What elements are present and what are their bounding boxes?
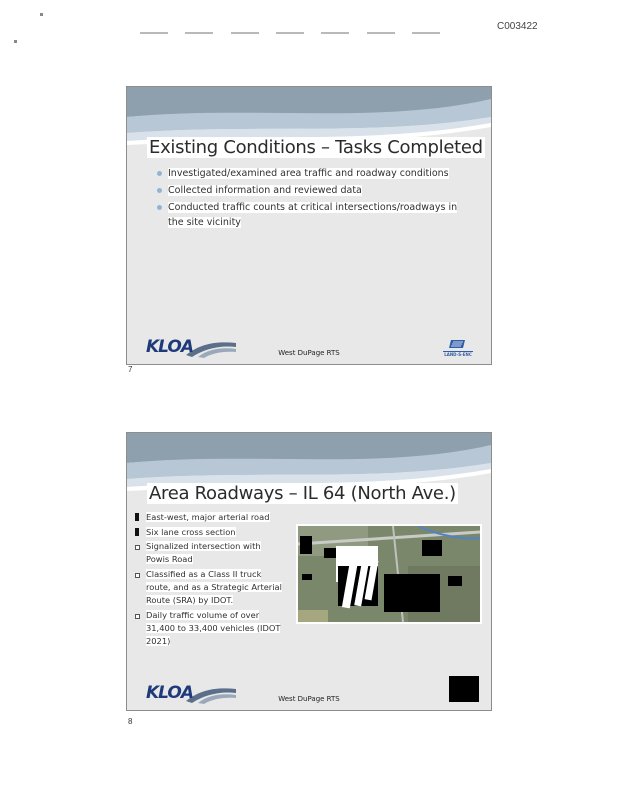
- slide-2: [126, 432, 492, 711]
- list-item: Conducted traffic counts at critical intersections/roadways in the site vicinity: [154, 200, 473, 230]
- kloa-logo-text: KLOA: [146, 337, 194, 357]
- bullet-list: [132, 510, 284, 648]
- bullet-icon: [135, 528, 139, 536]
- bullet-icon: [135, 513, 139, 521]
- bullet-icon: [157, 205, 162, 210]
- footer-label: West DuPage RTS: [278, 349, 340, 357]
- document-id: C003422: [497, 21, 538, 32]
- slide-footer: [127, 683, 491, 710]
- slide-1: [126, 86, 492, 365]
- list-item: Signalized intersection with Powis Road: [132, 540, 284, 566]
- header-strip: [140, 32, 440, 38]
- bullet-icon: [135, 545, 140, 550]
- list-item: Classified as a Class II truck route, and as a Strategic Arterial Route (SRA) by IDOT.: [132, 568, 284, 607]
- list-item: Six lane cross section: [132, 525, 284, 539]
- bullet-icon: [157, 188, 162, 193]
- partner-logo-text: LAND-S-ENC: [444, 352, 472, 357]
- list-item: Collected information and reviewed data: [154, 183, 474, 198]
- bullet-icon: [157, 171, 162, 176]
- corner-mark: [40, 13, 43, 16]
- list-item: East-west, major arterial road: [132, 510, 284, 524]
- slide-number: 8: [128, 717, 133, 726]
- slide-title: Area Roadways – IL 64 (North Ave.): [149, 483, 456, 504]
- bullet-list: [154, 166, 474, 230]
- kloa-logo-text: KLOA: [146, 683, 194, 703]
- list-item: Daily traffic volume of over 31,400 to 33,400 vehicles (IDOT 2021): [132, 609, 284, 648]
- list-item: Investigated/examined area traffic and roadway conditions: [154, 166, 474, 181]
- aerial-map-icon: [296, 524, 482, 624]
- corner-mark: [14, 40, 17, 43]
- slide-footer: [127, 337, 491, 364]
- slide-number: 7: [128, 365, 133, 374]
- bullet-icon: [135, 614, 140, 619]
- footer-label: West DuPage RTS: [278, 695, 340, 703]
- slide-title: Existing Conditions – Tasks Completed: [149, 137, 483, 158]
- bullet-icon: [135, 573, 140, 578]
- partner-logo-icon: [441, 338, 475, 360]
